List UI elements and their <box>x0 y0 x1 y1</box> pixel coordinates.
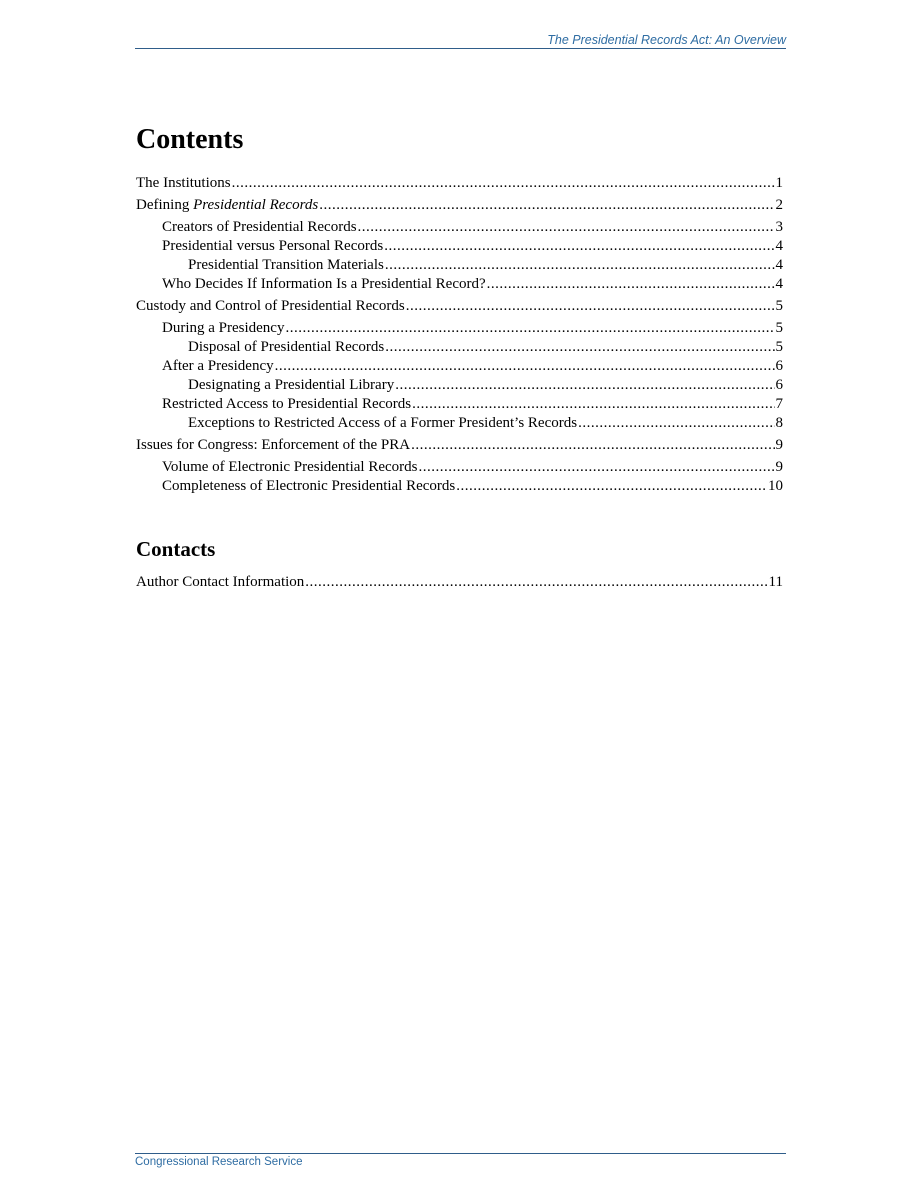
page-number: 5 <box>775 298 783 314</box>
leader-dots <box>385 338 774 357</box>
leader-dots <box>411 436 774 455</box>
contacts-list <box>136 573 783 592</box>
toc-entry[interactable]: Defining Presidential Records ..... 2 <box>136 196 783 215</box>
page-number: 8 <box>775 415 783 431</box>
leader-dots <box>285 319 774 338</box>
leader-dots <box>456 477 767 496</box>
page-number: 10 <box>768 478 783 494</box>
leader-dots <box>406 297 775 316</box>
toc-entry[interactable]: Who Decides If Information Is a Presidential Record? ..... 4 <box>136 275 783 294</box>
page-number: 9 <box>775 437 783 453</box>
page-number: 6 <box>775 358 783 374</box>
leader-dots <box>384 237 774 256</box>
contents-list <box>136 174 783 496</box>
toc-entry[interactable]: Custody and Control of Presidential Records ..... 5 <box>136 297 783 316</box>
page-number: 2 <box>775 197 783 213</box>
page-number: 4 <box>775 276 783 292</box>
page-number: 6 <box>775 377 783 393</box>
toc-entry[interactable]: Disposal of Presidential Records ..... 5 <box>136 338 783 357</box>
toc-entry[interactable]: Creators of Presidential Records ..... 3 <box>136 218 783 237</box>
leader-dots <box>305 573 767 592</box>
page-number: 7 <box>775 396 783 412</box>
toc-entry[interactable]: Exceptions to Restricted Access of a Former President’s Records ..... 8 <box>136 414 783 433</box>
page-number: 4 <box>775 238 783 254</box>
toc-entry[interactable]: Author Contact Information ..... 11 <box>136 573 783 592</box>
page-number: 11 <box>768 574 783 590</box>
leader-dots <box>412 395 774 414</box>
page-number: 9 <box>775 459 783 475</box>
leader-dots <box>385 256 775 275</box>
toc-entry[interactable]: Presidential versus Personal Records ..... 4 <box>136 237 783 256</box>
toc-entry[interactable]: Issues for Congress: Enforcement of the PRA ..... 9 <box>136 436 783 455</box>
contents-heading: Contents <box>136 124 244 155</box>
leader-dots <box>419 458 775 477</box>
leader-dots <box>319 196 774 215</box>
running-header <box>135 32 786 49</box>
toc-entry[interactable]: The Institutions ..... 1 <box>136 174 783 193</box>
toc-entry[interactable]: Presidential Transition Materials ..... 4 <box>136 256 783 275</box>
running-title: The Presidential Records Act: An Overview <box>547 33 786 47</box>
toc-entry[interactable]: After a Presidency ..... 6 <box>136 357 783 376</box>
page-number: 4 <box>775 257 783 273</box>
page-number: 5 <box>775 339 783 355</box>
leader-dots <box>578 414 774 433</box>
leader-dots <box>358 218 775 237</box>
toc-entry[interactable]: Restricted Access to Presidential Records ..... 7 <box>136 395 783 414</box>
leader-dots <box>395 376 774 395</box>
toc-entry[interactable]: Designating a Presidential Library ..... 6 <box>136 376 783 395</box>
footer-text: Congressional Research Service <box>135 1156 303 1168</box>
toc-entry[interactable]: During a Presidency ..... 5 <box>136 319 783 338</box>
contacts-heading: Contacts <box>136 537 216 561</box>
leader-dots <box>275 357 775 376</box>
leader-dots <box>232 174 775 193</box>
page-number: 1 <box>775 175 783 191</box>
toc-entry[interactable]: Completeness of Electronic Presidential Records ..... 10 <box>136 477 783 496</box>
page-number: 5 <box>775 320 783 336</box>
page-footer <box>135 1153 786 1168</box>
toc-entry[interactable]: Volume of Electronic Presidential Records ..... 9 <box>136 458 783 477</box>
page-number: 3 <box>775 219 783 235</box>
leader-dots <box>487 275 775 294</box>
